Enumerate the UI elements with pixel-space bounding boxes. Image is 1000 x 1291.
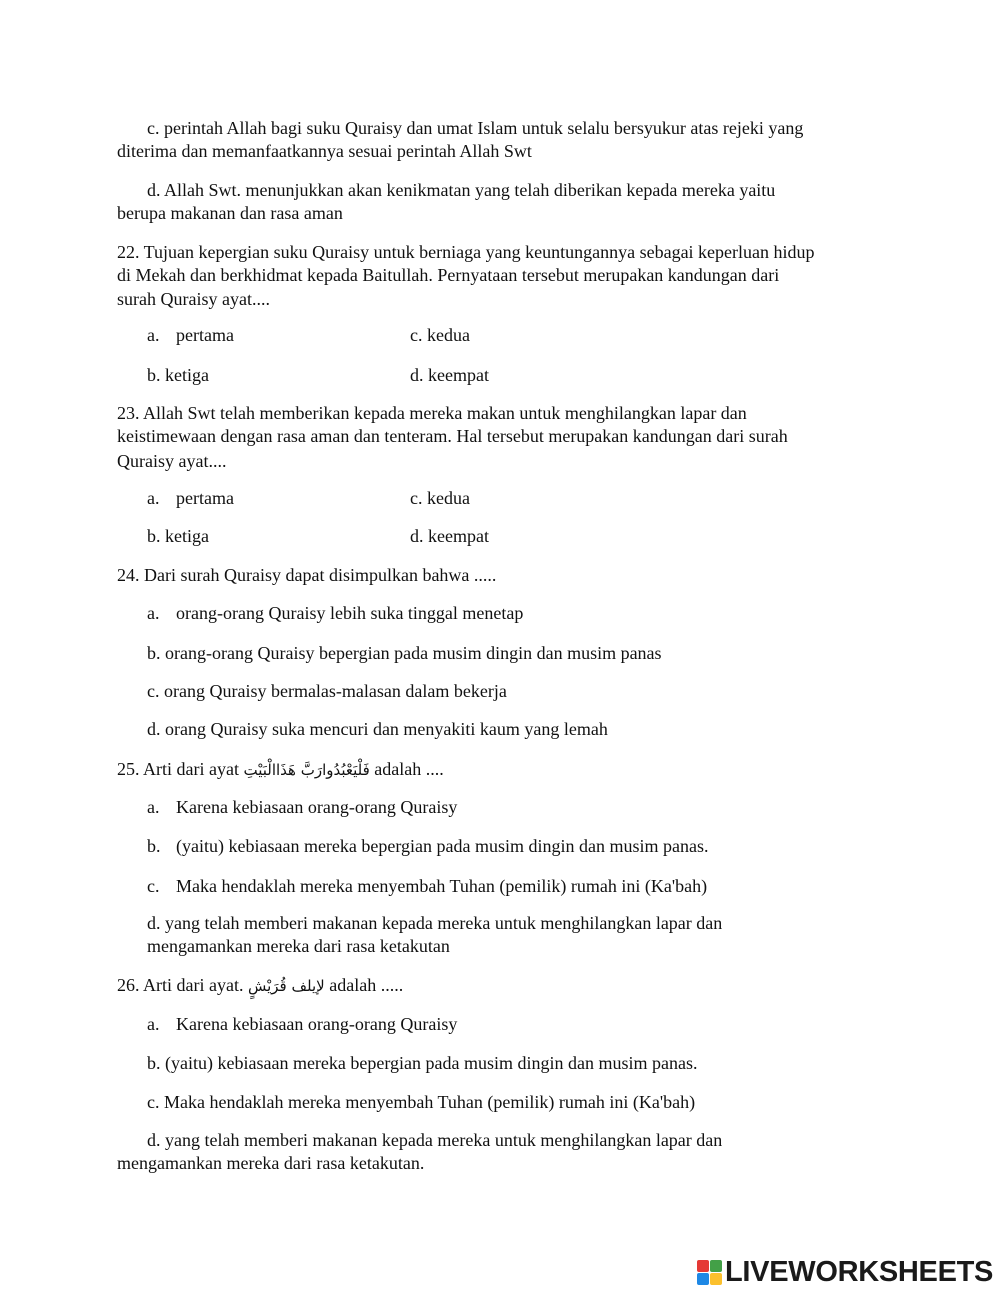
q23-option-c: c. kedua <box>410 488 470 508</box>
q22-option-b: b. ketiga <box>147 365 209 385</box>
q23-option-a <box>147 487 234 509</box>
q22-option-a-letter: a. <box>147 325 160 345</box>
q23-question-line1: 23. Allah Swt telah memberikan kepada mereka makan untuk menghilangkan lapar dan <box>117 403 747 423</box>
q26-arabic-verse: لإيلف قُرَيْشٍ <box>247 977 325 995</box>
q24-question: 24. Dari surah Quraisy dapat disimpulkan bahwa ..... <box>117 565 497 585</box>
q26-option-d-line1: d. yang telah memberi makanan kepada mereka untuk menghilangkan lapar dan <box>147 1130 723 1150</box>
q24-option-a-letter: a. <box>147 603 160 623</box>
q25-option-c-letter: c. <box>147 876 160 896</box>
q23-option-b: b. ketiga <box>147 526 209 546</box>
q25-option-b <box>147 835 709 857</box>
q26-option-c: c. Maka hendaklah mereka menyembah Tuhan (pemilik) rumah ini (Ka'bah) <box>147 1092 696 1112</box>
q24-option-a <box>147 602 523 624</box>
q26-option-a <box>147 1013 457 1035</box>
q21-option-c-line1: c. perintah Allah bagi suku Quraisy dan umat Islam untuk selalu bersyukur atas rejeki yang <box>147 118 804 138</box>
q23-option-a-text: pertama <box>176 488 234 508</box>
q26-prefix: 26. Arti dari ayat. <box>117 975 244 995</box>
q26-option-a-letter: a. <box>147 1014 160 1034</box>
q25-arabic-verse: فَلْيَعْبُدُوارَبَّ هَذَاالْبَيْتِ <box>243 761 370 779</box>
q21-option-d-line1: d. Allah Swt. menunjukkan akan kenikmatan yang telah diberikan kepada mereka yaitu <box>147 180 776 200</box>
q25-option-d-line2: mengamankan mereka dari rasa ketakutan <box>147 936 450 956</box>
q23-question-line3: Quraisy ayat.... <box>117 451 227 471</box>
q24-option-b: b. orang-orang Quraisy bepergian pada musim dingin dan musim panas <box>147 643 662 663</box>
q21-option-d-line2: berupa makanan dan rasa aman <box>117 203 343 223</box>
q23-question-line2: keistimewaan dengan rasa aman dan tenteram. Hal tersebut merupakan kandungan dari surah <box>117 426 788 446</box>
q24-option-c: c. orang Quraisy bermalas-malasan dalam bekerja <box>147 681 507 701</box>
q26-option-b: b. (yaitu) kebiasaan mereka bepergian pada musim dingin dan musim panas. <box>147 1053 698 1073</box>
q25-suffix: adalah .... <box>374 759 444 779</box>
q25-option-a-text: Karena kebiasaan orang-orang Quraisy <box>176 797 458 817</box>
logo-tile-2 <box>710 1260 722 1272</box>
logo-tile-4 <box>710 1273 722 1285</box>
q24-option-a-text: orang-orang Quraisy lebih suka tinggal menetap <box>176 603 524 623</box>
q26-option-a-text: Karena kebiasaan orang-orang Quraisy <box>176 1014 458 1034</box>
q23-option-d: d. keempat <box>410 526 489 546</box>
q25-option-b-text: (yaitu) kebiasaan mereka bepergian pada musim dingin dan musim panas. <box>176 836 709 856</box>
q25-option-a <box>147 796 457 818</box>
q22-question-line3: surah Quraisy ayat.... <box>117 289 270 309</box>
q25-question <box>117 758 444 781</box>
q21-option-c-line2: diterima dan memanfaatkannya sesuai perintah Allah Swt <box>117 141 532 161</box>
liveworksheets-logo[interactable] <box>697 1257 993 1287</box>
q26-suffix: adalah ..... <box>329 975 404 995</box>
q22-option-a-text: pertama <box>176 325 234 345</box>
q24-option-d: d. orang Quraisy suka mencuri dan menyakiti kaum yang lemah <box>147 719 608 739</box>
q26-option-d-line2: mengamankan mereka dari rasa ketakutan. <box>117 1153 425 1173</box>
q25-prefix: 25. Arti dari ayat <box>117 759 239 779</box>
q25-option-d-line1: d. yang telah memberi makanan kepada mereka untuk menghilangkan lapar dan <box>147 913 723 933</box>
q22-option-d: d. keempat <box>410 365 489 385</box>
q26-question <box>117 974 403 997</box>
q22-question-line1: 22. Tujuan kepergian suku Quraisy untuk berniaga yang keuntungannya sebagai keperluan hidup <box>117 242 815 262</box>
q22-option-c: c. kedua <box>410 325 470 345</box>
q25-option-a-letter: a. <box>147 797 160 817</box>
logo-tile-3 <box>697 1273 709 1285</box>
logo-tile-1 <box>697 1260 709 1272</box>
q25-option-c-text: Maka hendaklah mereka menyembah Tuhan (pemilik) rumah ini (Ka'bah) <box>176 876 708 896</box>
liveworksheets-logo-icon <box>697 1260 722 1285</box>
q25-option-b-letter: b. <box>147 836 161 856</box>
q23-option-a-letter: a. <box>147 488 160 508</box>
q22-question-line2: di Mekah dan berkhidmat kepada Baitullah. Pernyataan tersebut merupakan kandungan dari <box>117 265 780 285</box>
q22-option-a <box>147 324 234 346</box>
liveworksheets-logo-text: LIVEWORKSHEETS <box>725 1256 994 1288</box>
q25-option-c <box>147 875 707 897</box>
